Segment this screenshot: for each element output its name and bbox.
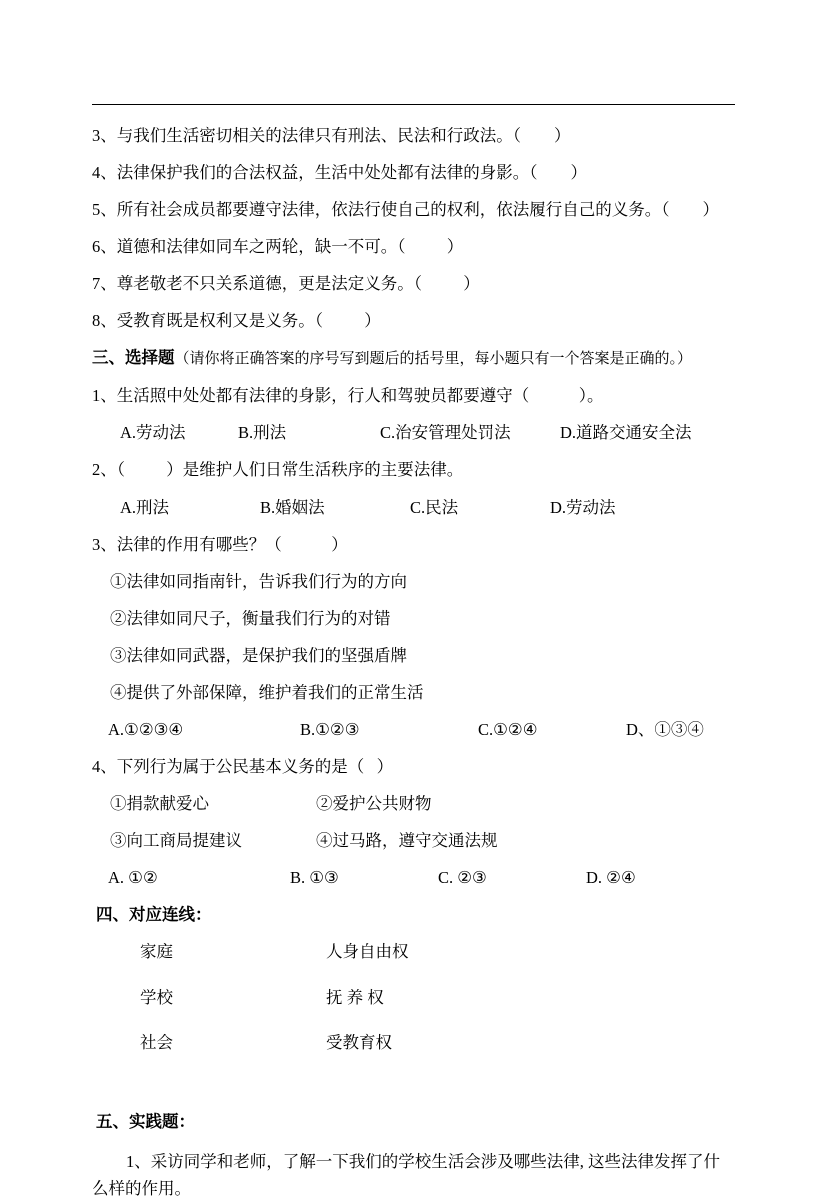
question-options: [92, 495, 735, 520]
question-sub-item: ④提供了外部保障，维护着我们的正常生活: [110, 682, 424, 702]
practice-section-title: 五、实践题：: [96, 1111, 195, 1131]
choice-section-heading: [92, 345, 735, 371]
option-b: B. ①③: [290, 868, 339, 888]
list-item: 6、道德和法律如同车之两轮，缺一不可。（ ）: [92, 237, 464, 257]
option-c: C.治安管理处罚法: [380, 423, 511, 443]
choice-section-title: 三、选择题: [92, 348, 175, 368]
question-sub-item: ②爱护公共财物: [316, 794, 432, 814]
list-item: 5、所有社会成员都要遵守法律，依法行使自己的权利，依法履行自己的义务。（ ）: [92, 200, 719, 220]
option-d: D.道路交通安全法: [560, 423, 692, 443]
list-item: 4、法律保护我们的合法权益，生活中处处都有法律的身影。（ ）: [92, 163, 587, 183]
question-options: [92, 865, 735, 890]
match-right-item: 人身自由权: [326, 942, 409, 962]
match-section-rows: [92, 939, 735, 1054]
choice-section-note: （请你将正确答案的序号写到题后的括号里，每小题只有一个答案是正确的。）: [174, 351, 693, 368]
judgement-items: [92, 123, 735, 333]
match-section-title: 四、对应连线：: [96, 905, 212, 925]
option-d: D.劳动法: [550, 497, 616, 517]
question-sub-item: ③法律如同武器，是保护我们的坚强盾牌: [110, 645, 407, 665]
question-options: [92, 420, 735, 445]
option-a: A.劳动法: [120, 423, 186, 443]
question-sub-item: ③向工商局提建议: [110, 831, 242, 851]
match-right-item: 受教育权: [326, 1032, 392, 1052]
question-stem: 2、（ ）是维护人们日常生活秩序的主要法律。: [92, 460, 464, 480]
match-left-item: 社会: [140, 1032, 173, 1052]
match-left-item: 家庭: [140, 942, 173, 962]
question-sub-items-row: [92, 828, 735, 853]
header-divider: [92, 104, 735, 105]
list-item: 8、受教育既是权利又是义务。（ ）: [92, 311, 381, 331]
list-item: 3、与我们生活密切相关的法律只有刑法、民法和行政法。（ ）: [92, 126, 571, 145]
option-c: C.民法: [410, 497, 459, 517]
option-b: B.婚姻法: [260, 497, 325, 517]
list-item: 7、尊老敬老不只关系道德，更是法定义务。（ ）: [92, 274, 480, 294]
option-c: C.①②④: [478, 719, 538, 739]
match-left-item: 学校: [140, 987, 173, 1007]
practice-section-body: 1、采访同学和老师，了解一下我们的学校生活会涉及哪些法律, 这些法律发挥了什么样的作用。: [92, 1151, 720, 1199]
option-b: B.刑法: [238, 423, 287, 443]
option-a: A.①②③④: [108, 719, 184, 739]
match-right-item: 抚 养 权: [326, 987, 384, 1007]
question-sub-item: ①捐款献爱心: [110, 794, 209, 814]
question-sub-items-row: [92, 791, 735, 816]
question-stem: 1、生活照中处处都有法律的身影，行人和驾驶员都要遵守（ ）。: [92, 386, 604, 406]
option-b: B.①②③: [300, 719, 360, 739]
section-spacer: [92, 1075, 735, 1109]
option-c: C. ②③: [438, 868, 487, 888]
match-row: [92, 939, 735, 964]
match-row: [92, 1030, 735, 1055]
question-stem: 3、法律的作用有哪些？（ ）: [92, 534, 348, 554]
match-row: [92, 985, 735, 1010]
option-a: A. ①②: [108, 868, 158, 888]
option-a: A.刑法: [120, 497, 170, 517]
option-d: D. ②④: [586, 868, 636, 888]
option-d: D、①③④: [626, 719, 704, 739]
question-sub-item: ①法律如同指南针，告诉我们行为的方向: [110, 571, 407, 591]
question-stem: 4、下列行为属于公民基本义务的是（ ）: [92, 757, 394, 777]
question-options: [92, 717, 735, 742]
question-sub-item: ④过马路，遵守交通法规: [316, 831, 498, 851]
question-sub-item: ②法律如同尺子，衡量我们行为的对错: [110, 608, 391, 628]
